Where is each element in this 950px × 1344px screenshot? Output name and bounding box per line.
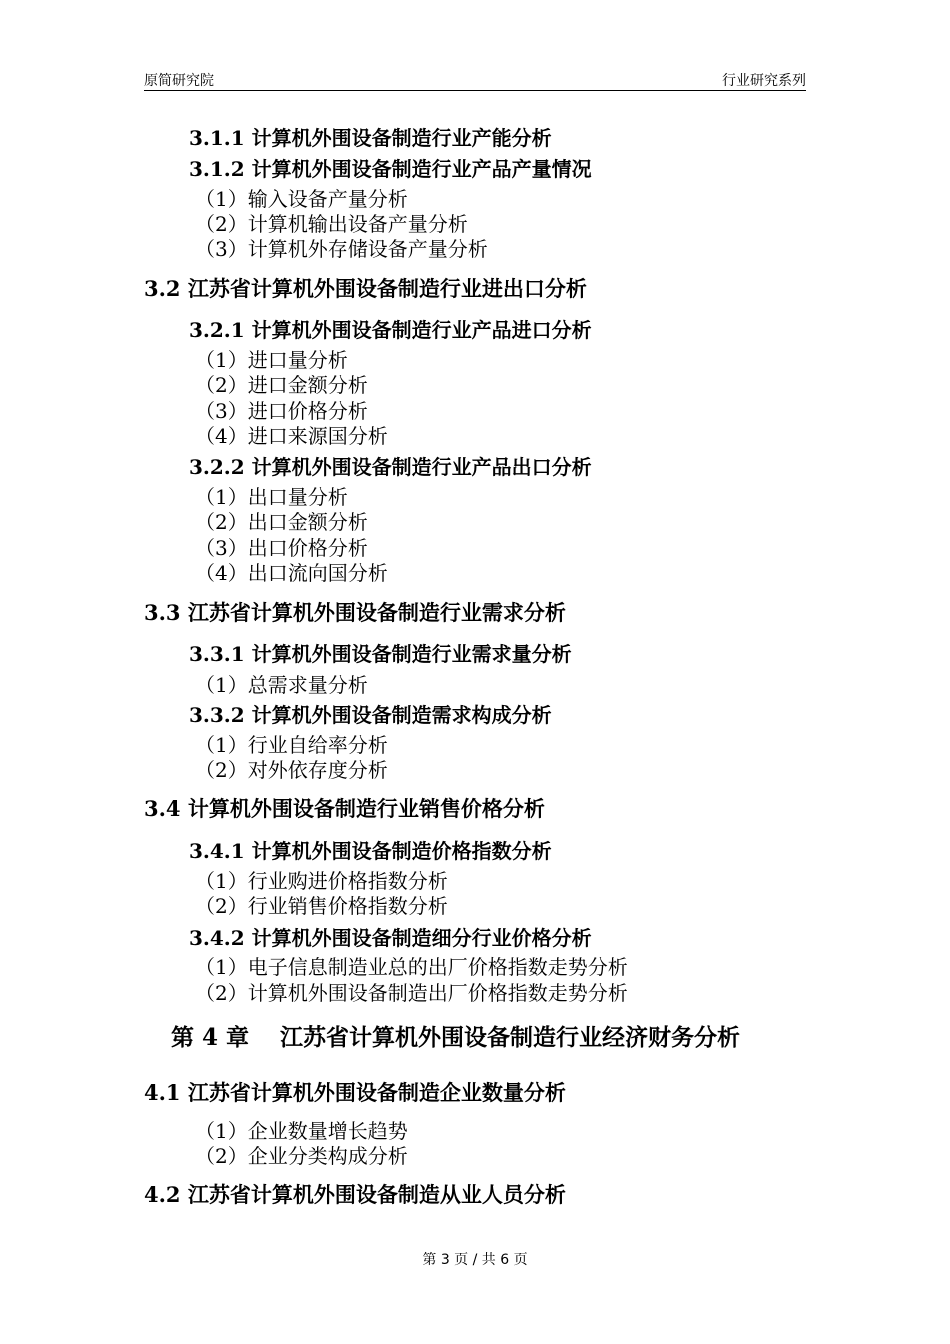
toc-item: （2）计算机输出设备产量分析 (195, 212, 468, 236)
toc-item: （1）总需求量分析 (195, 673, 368, 697)
toc-item: （2）对外依存度分析 (195, 758, 388, 782)
toc-item: （4）出口流向国分析 (195, 561, 388, 585)
toc-item: （1）行业自给率分析 (195, 733, 388, 757)
toc-item: （2）计算机外围设备制造出厂价格指数走势分析 (195, 981, 628, 1005)
toc-heading-3-2: 3.2 江苏省计算机外围设备制造行业进出口分析 (144, 276, 587, 301)
toc-item: （1）输入设备产量分析 (195, 187, 408, 211)
toc-item: （1）企业数量增长趋势 (195, 1119, 408, 1143)
toc-item: （1）出口量分析 (195, 485, 348, 509)
toc-heading-3-3-2: 3.3.2 计算机外围设备制造需求构成分析 (189, 703, 552, 727)
toc-item: （3）进口价格分析 (195, 399, 368, 423)
header-org-name: 原简研究院 (144, 73, 214, 89)
toc-item: （2）企业分类构成分析 (195, 1144, 408, 1168)
toc-heading-3-2-1: 3.2.1 计算机外围设备制造行业产品进口分析 (189, 318, 592, 342)
toc-chapter-4: 第 4 章 江苏省计算机外围设备制造行业经济财务分析 (171, 1024, 741, 1051)
toc-heading-4-2: 4.2 江苏省计算机外围设备制造从业人员分析 (144, 1182, 566, 1207)
toc-item: （1）电子信息制造业总的出厂价格指数走势分析 (195, 955, 628, 979)
toc-heading-4-1: 4.1 江苏省计算机外围设备制造企业数量分析 (144, 1080, 566, 1105)
toc-heading-3-3: 3.3 江苏省计算机外围设备制造行业需求分析 (144, 600, 566, 625)
toc-item: （2）出口金额分析 (195, 510, 368, 534)
toc-heading-3-4-1: 3.4.1 计算机外围设备制造价格指数分析 (189, 839, 552, 863)
toc-heading-3-4: 3.4 计算机外围设备制造行业销售价格分析 (144, 796, 545, 821)
toc-heading-3-3-1: 3.3.1 计算机外围设备制造行业需求量分析 (189, 642, 572, 666)
toc-item: （1）进口量分析 (195, 348, 348, 372)
toc-heading-3-1-1: 3.1.1 计算机外围设备制造行业产能分析 (189, 126, 552, 150)
toc-item: （2）行业销售价格指数分析 (195, 894, 448, 918)
header-series-name: 行业研究系列 (722, 73, 806, 89)
page-number-footer: 第 3 页 / 共 6 页 (422, 1252, 528, 1268)
toc-item: （4）进口来源国分析 (195, 424, 388, 448)
toc-heading-3-4-2: 3.4.2 计算机外围设备制造细分行业价格分析 (189, 926, 592, 950)
toc-item: （1）行业购进价格指数分析 (195, 869, 448, 893)
toc-heading-3-1-2: 3.1.2 计算机外围设备制造行业产品产量情况 (189, 157, 592, 181)
toc-item: （3）出口价格分析 (195, 536, 368, 560)
toc-item: （2）进口金额分析 (195, 373, 368, 397)
toc-item: （3）计算机外存储设备产量分析 (195, 237, 488, 261)
page-header (144, 68, 806, 91)
toc-heading-3-2-2: 3.2.2 计算机外围设备制造行业产品出口分析 (189, 455, 592, 479)
